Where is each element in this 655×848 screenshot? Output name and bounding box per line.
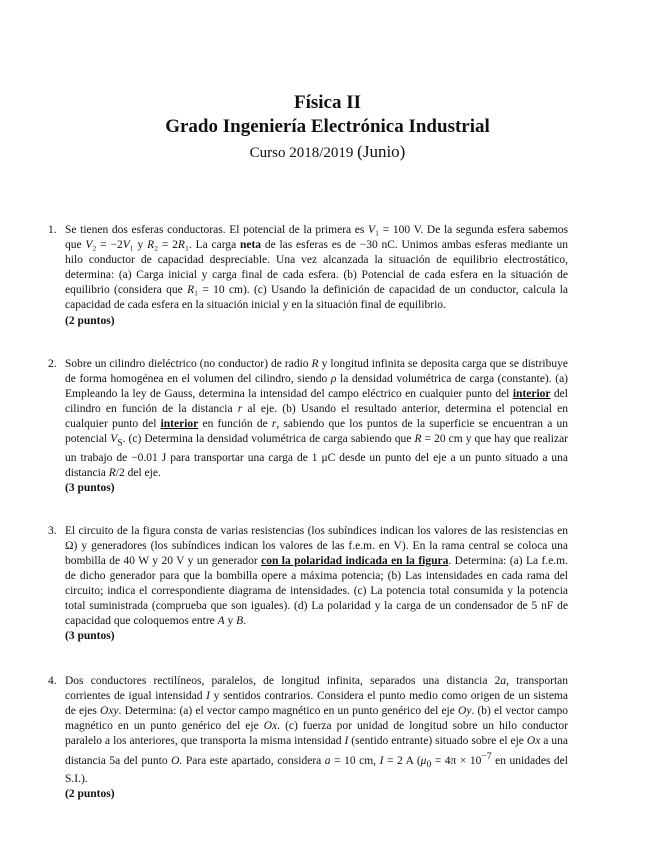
exam-header	[0, 92, 655, 163]
statement-text: de las esferas es de −30 nC. Unimos ambas esferas mediante un hilo conductor de capacidad despreciable. Una vez alcanzada la situación de equilibrio electrostático, determina: (a) Carga inicial y carga final de cada esfera. (b) Potencial de cada esfera en la situación de equilibrio (considera que	[65, 239, 569, 297]
math-symbol: I	[379, 754, 384, 767]
statement-text: y longitud infinita se deposita carga que se distribuye de forma homogénea en el volumen del cilindro, siendo	[65, 357, 568, 385]
math-symbol: V	[85, 239, 93, 252]
math-symbol: Oxy	[100, 704, 119, 717]
statement-text: ₁ y	[129, 239, 148, 252]
math-symbol: V	[110, 433, 118, 446]
statement-text: .	[243, 615, 247, 628]
math-symbol: a	[500, 674, 507, 687]
statement-text: Se tienen dos esferas conductoras. El potencial de la primera es	[65, 224, 369, 236]
statement-text: , sabiendo que los puntos de la superficie se encuentran a un potencial	[65, 418, 568, 446]
problem-number: 3.	[48, 524, 57, 537]
problem-list	[48, 223, 568, 830]
statement-text: Dos conductores rectilíneos, paralelos, de longitud infinita, separados una distancia 2	[65, 674, 501, 687]
problem-1	[48, 223, 568, 329]
degree-title: Grado Ingeniería Electrónica Industrial	[165, 116, 490, 137]
statement-text: en función de	[198, 418, 272, 431]
statement-text: = 2 A (	[383, 754, 421, 767]
problem-number: 2.	[48, 357, 57, 370]
math-symbol: r	[237, 402, 243, 415]
statement-text: = 10 cm,	[330, 754, 380, 767]
exam-session: (Junio)	[357, 142, 406, 161]
underlined-emphasis: interior	[160, 418, 199, 431]
math-symbol: a	[324, 754, 331, 767]
statement-text: El circuito de la figura consta de varias resistencias (los subíndices indican los valores de las resistencias en Ω) y generadores (los subíndices indican los valores de las f.e.m. en V). En la rama central se coloca una bombilla de 40 W y 20 V y un generador	[65, 524, 568, 567]
math-symbol: A	[217, 615, 225, 628]
statement-text: en unidades del S.I.).	[65, 754, 568, 786]
problem-number: 1.	[48, 224, 57, 236]
statement-text: . (c) fuerza por unidad de longitud sobre un hilo conductor paralelo a los anteriores, que transporta la misma intensidad	[65, 719, 568, 747]
statement-text: . Determina: (a) el vector campo magnético en un punto genérico del eje	[118, 704, 459, 717]
statement-text: ₂ = 2	[154, 239, 178, 252]
statement-text: . Determina: (a) La f.e.m. de dicho generador para que la bombilla opere a máxima potencia; (b) Las intensidades en cada rama del circuito; indica el correspondiente diagrama de intensidades. (c) La potencia total consumida y la potencia total suministrada (comprueba que son iguales). (d) La polaridad y la carga de un condensador de 5 nF de capacidad que coloquemos entre	[65, 554, 568, 628]
math-symbol: I	[206, 689, 210, 702]
problem-number: 4.	[48, 674, 57, 687]
math-symbol: V	[122, 239, 130, 252]
math-symbol: Ox	[526, 734, 541, 747]
math-symbol: R	[177, 239, 185, 252]
statement-text: . Para este apartado, considera	[179, 754, 325, 767]
math-symbol: I	[344, 734, 349, 747]
statement-text: y	[224, 615, 237, 628]
problem-statement	[65, 223, 568, 314]
math-symbol: r	[271, 418, 277, 431]
statement-text: , transportan corrientes de igual intensidad	[65, 674, 568, 702]
underlined-emphasis: interior	[512, 387, 551, 400]
problem-2	[48, 357, 568, 496]
emphasis-text: neta	[239, 239, 262, 252]
math-symbol: R	[147, 239, 155, 252]
statement-text: ₁ = 100 V. De la segunda esfera sabemos que	[65, 224, 568, 252]
problem-points: (3 puntos)	[65, 630, 115, 643]
math-symbol: V	[368, 224, 376, 236]
problem-4	[48, 674, 568, 803]
statement-text: y sentidos contrarios. Considera el punto medio como origen de un sistema de ejes	[65, 689, 568, 717]
statement-text: ₂ = −2	[92, 239, 123, 252]
problem-points: (2 puntos)	[65, 788, 115, 801]
subscript: S	[117, 437, 123, 449]
problem-points: (2 puntos)	[65, 314, 115, 327]
statement-text: del cilindro en función de la distancia	[65, 387, 568, 415]
math-symbol: ρ	[330, 372, 337, 385]
math-symbol: Oy	[458, 704, 472, 717]
course-year: Curso 2018/2019	[249, 145, 354, 161]
statement-text: = 4π × 10	[431, 754, 482, 767]
exam-title: Física II	[293, 92, 362, 113]
math-symbol: R	[414, 433, 422, 446]
statement-text: al eje. (b) Usando el resultado anterior, determina el potencial en cualquier punto del	[65, 402, 568, 431]
problem-3	[48, 524, 568, 645]
statement-text: (sentido entrante) situado sobre el eje	[348, 734, 527, 747]
math-symbol: μ	[420, 754, 427, 767]
math-symbol: R	[187, 284, 195, 297]
math-symbol: Ox	[263, 719, 278, 732]
statement-text: Sobre un cilindro dieléctrico (no conductor) de radio	[65, 357, 312, 370]
superscript: −7	[481, 751, 492, 763]
statement-text: /2 del eje.	[115, 466, 161, 479]
statement-text: . (b) el vector campo magnético en un punto genérico del eje	[65, 704, 568, 732]
problem-statement	[65, 524, 568, 630]
course-line	[0, 142, 655, 163]
statement-text: la densidad volumétrica de carga (constante). (a) Empleando la ley de Gauss, determina la intensidad del campo eléctrico en cualquier punto del	[65, 372, 568, 400]
subscript: 0	[426, 759, 432, 771]
statement-text: ₁. La carga	[184, 239, 240, 252]
math-symbol: R	[108, 466, 116, 479]
statement-text: . (c) Determina la densidad volumétrica de carga sabiendo que	[122, 433, 415, 446]
underlined-emphasis: con la polaridad indicada en la figura	[261, 554, 449, 567]
statement-text: = 20 cm y que hay que realizar un trabajo de −0.01 J para transportar una carga de 1 μC desde un punto del eje a un punto situado a una distancia	[65, 433, 569, 479]
math-symbol: O	[171, 754, 180, 767]
statement-text: a una distancia 5a del punto	[65, 734, 569, 767]
problem-statement	[65, 357, 568, 481]
problem-points: (3 puntos)	[65, 481, 115, 494]
problem-statement	[65, 674, 568, 788]
math-symbol: R	[311, 357, 319, 370]
math-symbol: B	[236, 615, 244, 628]
statement-text: ₁ = 10 cm). (c) Usando la definición de capacidad de un conductor, calcula la capacidad de cada esfera en la situación inicial y en la situación final de equilibrio.	[65, 284, 569, 312]
